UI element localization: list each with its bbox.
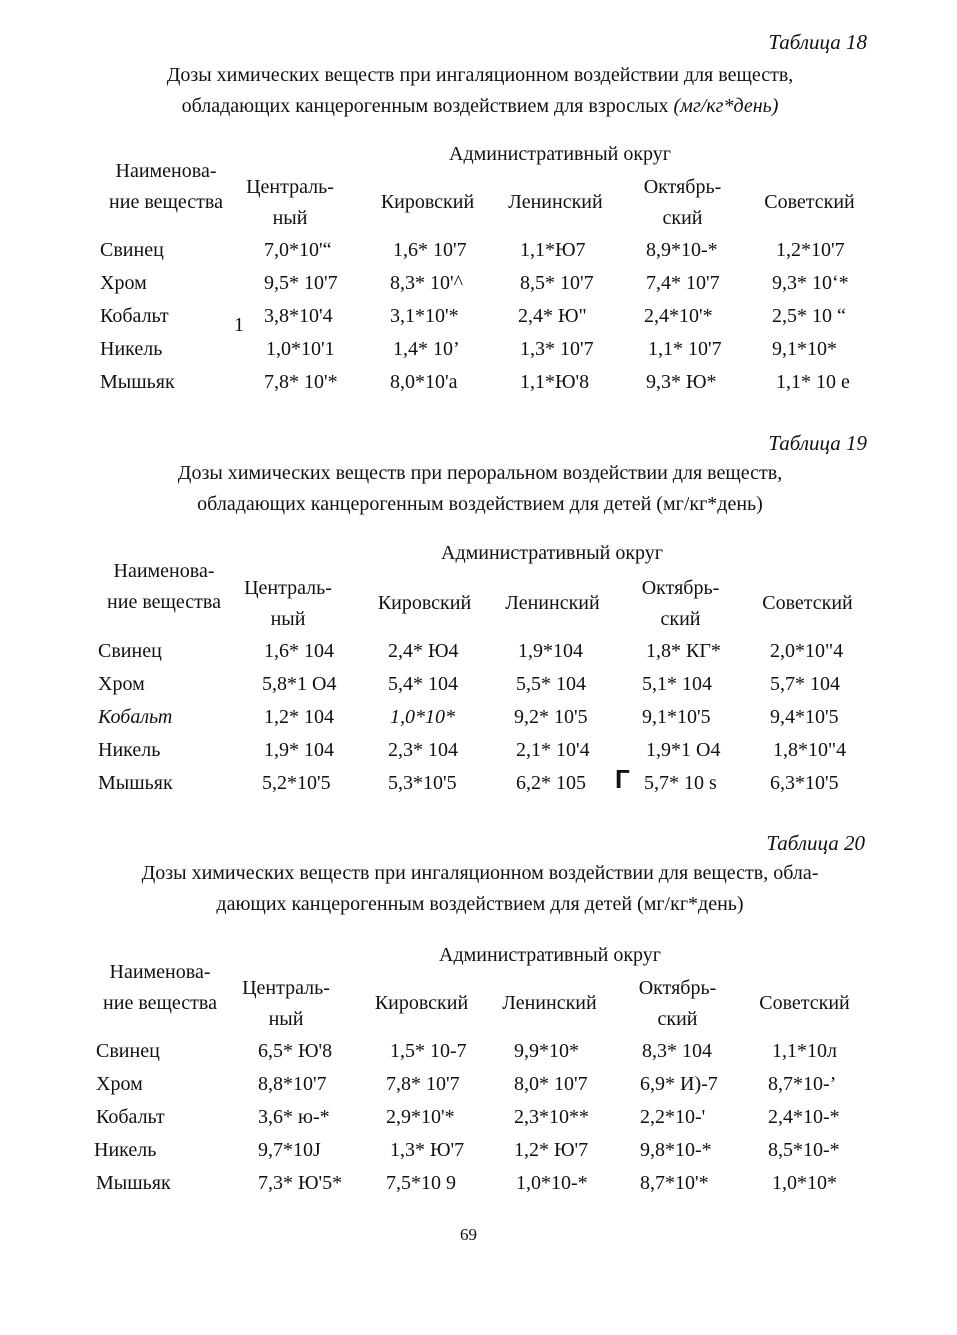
cell: 5,7* 104 xyxy=(770,673,840,695)
cell: 9,2* 10'5 xyxy=(514,706,588,728)
cell: 8,7*10-’ xyxy=(768,1073,837,1095)
cell: 1,4* 10’ xyxy=(393,338,460,360)
cell: 7,0*10'“ xyxy=(264,239,332,261)
cell: 1,3* Ю'7 xyxy=(390,1139,465,1161)
row-name: Свинец xyxy=(96,1040,160,1062)
cell: 8,0*10'a xyxy=(390,371,458,393)
cell: 1,9*104 xyxy=(518,640,583,662)
column-header: Ленинский xyxy=(508,191,603,213)
table-number: Таблица 20 xyxy=(766,831,865,855)
group-header: Административный округ xyxy=(441,542,663,564)
cell: 1,0*10-* xyxy=(516,1172,588,1194)
column-header: Ленинский xyxy=(505,592,600,614)
column-header: Советский xyxy=(762,592,853,614)
cell: 9,3* Ю* xyxy=(646,371,717,393)
column-header: Централь- ный xyxy=(244,577,332,630)
group-header: Административный округ xyxy=(449,143,671,165)
cell: 2,4*10'* xyxy=(644,305,713,327)
row-name: Никель xyxy=(94,1139,157,1161)
table-title xyxy=(80,60,880,122)
cell: 9,8*10-* xyxy=(640,1139,712,1161)
cell: 5,4* 104 xyxy=(388,673,458,695)
cell: 2,1* 10'4 xyxy=(516,739,590,761)
row-name: Кобальт xyxy=(100,305,169,327)
column-header: Ленинский xyxy=(502,992,597,1014)
group-header: Административный округ xyxy=(439,944,661,966)
cell: 1,1*10л xyxy=(772,1040,837,1062)
cell: 3,6* ю-* xyxy=(258,1106,330,1128)
cell: 2,4* Ю" xyxy=(518,305,587,327)
cell: 1,8*10"4 xyxy=(773,739,847,761)
row-name: Хром xyxy=(98,673,145,695)
stray-mark: 1 xyxy=(234,314,244,336)
cell: 6,3*10'5 xyxy=(770,772,839,794)
cell: 6,9* И)-7 xyxy=(640,1073,718,1095)
page-number: 69 xyxy=(460,1225,477,1244)
row-name: Кобальт xyxy=(98,706,173,728)
row-name: Свинец xyxy=(100,239,164,261)
cell: 1,0*10'1 xyxy=(266,338,335,360)
name-header: Наименова- ние вещества xyxy=(103,961,217,1014)
cell: 1,5* 10-7 xyxy=(390,1040,467,1062)
cell: 3,1*10'* xyxy=(390,305,459,327)
cell: 5,7* 10 s xyxy=(644,772,717,794)
column-header: Советский xyxy=(764,191,855,213)
title-line: Дозы химических веществ при пероральном воздействии для веществ, xyxy=(177,462,783,484)
cell: 8,9*10-* xyxy=(646,239,718,261)
cell: 8,3* 10'^ xyxy=(390,272,463,294)
cell: 2,4* Ю4 xyxy=(388,640,459,662)
column-header: Централь- ный xyxy=(242,977,330,1030)
cell: 2,2*10-' xyxy=(640,1106,706,1128)
cell: 1,1*Ю'8 xyxy=(520,371,590,393)
row-name: Хром xyxy=(96,1073,143,1095)
cell: 2,3* 104 xyxy=(388,739,458,761)
column-header: Октябрь- ский xyxy=(643,176,722,229)
cell: 1,2* 104 xyxy=(264,706,334,728)
cell: 2,0*10"4 xyxy=(770,640,844,662)
name-header: Наименова- ние вещества xyxy=(109,160,223,213)
column-header: Октябрь- ский xyxy=(638,977,717,1030)
row-name: Свинец xyxy=(98,640,162,662)
cell: 1,1* 10 e xyxy=(776,371,850,393)
cell: 1,6* 10'7 xyxy=(393,239,467,261)
cell: 6,2* 105 xyxy=(516,772,586,794)
table-title xyxy=(80,458,880,520)
row-name: Кобальт xyxy=(96,1106,165,1128)
title-line: Дозы химических веществ при ингаляционном воздействии для веществ, обла- xyxy=(141,862,819,884)
row-name: Мышьяк xyxy=(98,772,173,794)
title-line: Дозы химических веществ при ингаляционном воздействии для веществ, xyxy=(166,64,794,86)
column-header: Централь- ный xyxy=(246,176,334,229)
cell: 9,9*10* xyxy=(514,1040,579,1062)
name-header: Наименова- ние вещества xyxy=(107,560,221,613)
cell: 1,6* 104 xyxy=(264,640,334,662)
cell: 2,3*10** xyxy=(514,1106,589,1128)
title-line: обладающих канцерогенным воздействием для детей (мг/кг*день) xyxy=(197,493,763,515)
column-header: Октябрь- ский xyxy=(641,577,720,630)
row-name: Мышьяк xyxy=(96,1172,171,1194)
title-unit: (мг/кг*день) xyxy=(673,95,779,117)
cell: 1,0*10* xyxy=(772,1172,837,1194)
cell: 1,0*10* xyxy=(390,706,455,728)
cell: 5,5* 104 xyxy=(516,673,586,695)
cell: 6,5* Ю'8 xyxy=(258,1040,333,1062)
cell: 1,1* 10'7 xyxy=(648,338,722,360)
table-number: Таблица 18 xyxy=(768,30,867,54)
cell: 8,7*10'* xyxy=(640,1172,709,1194)
cell: 5,1* 104 xyxy=(642,673,712,695)
table-number: Таблица 19 xyxy=(768,431,867,455)
column-header: Советский xyxy=(759,992,850,1014)
cell: 8,3* 104 xyxy=(642,1040,712,1062)
cell: 1,2*10'7 xyxy=(776,239,845,261)
cell: 9,1*10* xyxy=(772,338,837,360)
cell: 3,8*10'4 xyxy=(264,305,333,327)
cell: 7,4* 10'7 xyxy=(646,272,720,294)
column-header: Кировский xyxy=(377,592,472,614)
row-name: Никель xyxy=(98,739,161,761)
cell: 5,8*1 О4 xyxy=(262,673,337,695)
cell: 7,5*10 9 xyxy=(386,1172,456,1194)
cell: 1,2* Ю'7 xyxy=(514,1139,589,1161)
cell: 1,8* КГ* xyxy=(646,640,721,662)
cell: 1,9*1 О4 xyxy=(646,739,721,761)
cell: 1,9* 104 xyxy=(264,739,334,761)
cell: 9,3* 10‘* xyxy=(772,272,849,294)
cell: 8,5*10-* xyxy=(768,1139,840,1161)
cell: 2,9*10'* xyxy=(386,1106,455,1128)
row-name: Никель xyxy=(100,338,163,360)
cell: 7,3* Ю'5* xyxy=(258,1172,343,1194)
cell: 9,1*10'5 xyxy=(642,706,711,728)
cell: 8,8*10'7 xyxy=(258,1073,327,1095)
cell: 7,8* 10'7 xyxy=(386,1073,460,1095)
title-line: дающих канцерогенным воздействием для детей (мг/кг*день) xyxy=(216,893,744,915)
cell: 7,8* 10'* xyxy=(264,371,338,393)
row-name: Мышьяк xyxy=(100,371,175,393)
cell: 5,3*10'5 xyxy=(388,772,457,794)
column-header: Кировский xyxy=(374,992,469,1014)
cell: 9,4*10'5 xyxy=(770,706,839,728)
cell: 8,5* 10'7 xyxy=(520,272,594,294)
cell: 9,7*10J xyxy=(258,1139,321,1161)
cell: 8,0* 10'7 xyxy=(514,1073,588,1095)
cell: 1,3* 10'7 xyxy=(520,338,594,360)
row-name: Хром xyxy=(100,272,147,294)
title-line: обладающих канцерогенным воздействием для взрослых xyxy=(181,95,669,117)
cell: 2,5* 10 “ xyxy=(772,305,846,327)
cell: 9,5* 10'7 xyxy=(264,272,338,294)
table-title xyxy=(70,858,890,920)
cell: 1,1*Ю7 xyxy=(520,239,586,261)
cell: 2,4*10-* xyxy=(768,1106,840,1128)
stray-mark: Г xyxy=(615,764,630,794)
column-header: Кировский xyxy=(380,191,475,213)
cell: 5,2*10'5 xyxy=(262,772,331,794)
